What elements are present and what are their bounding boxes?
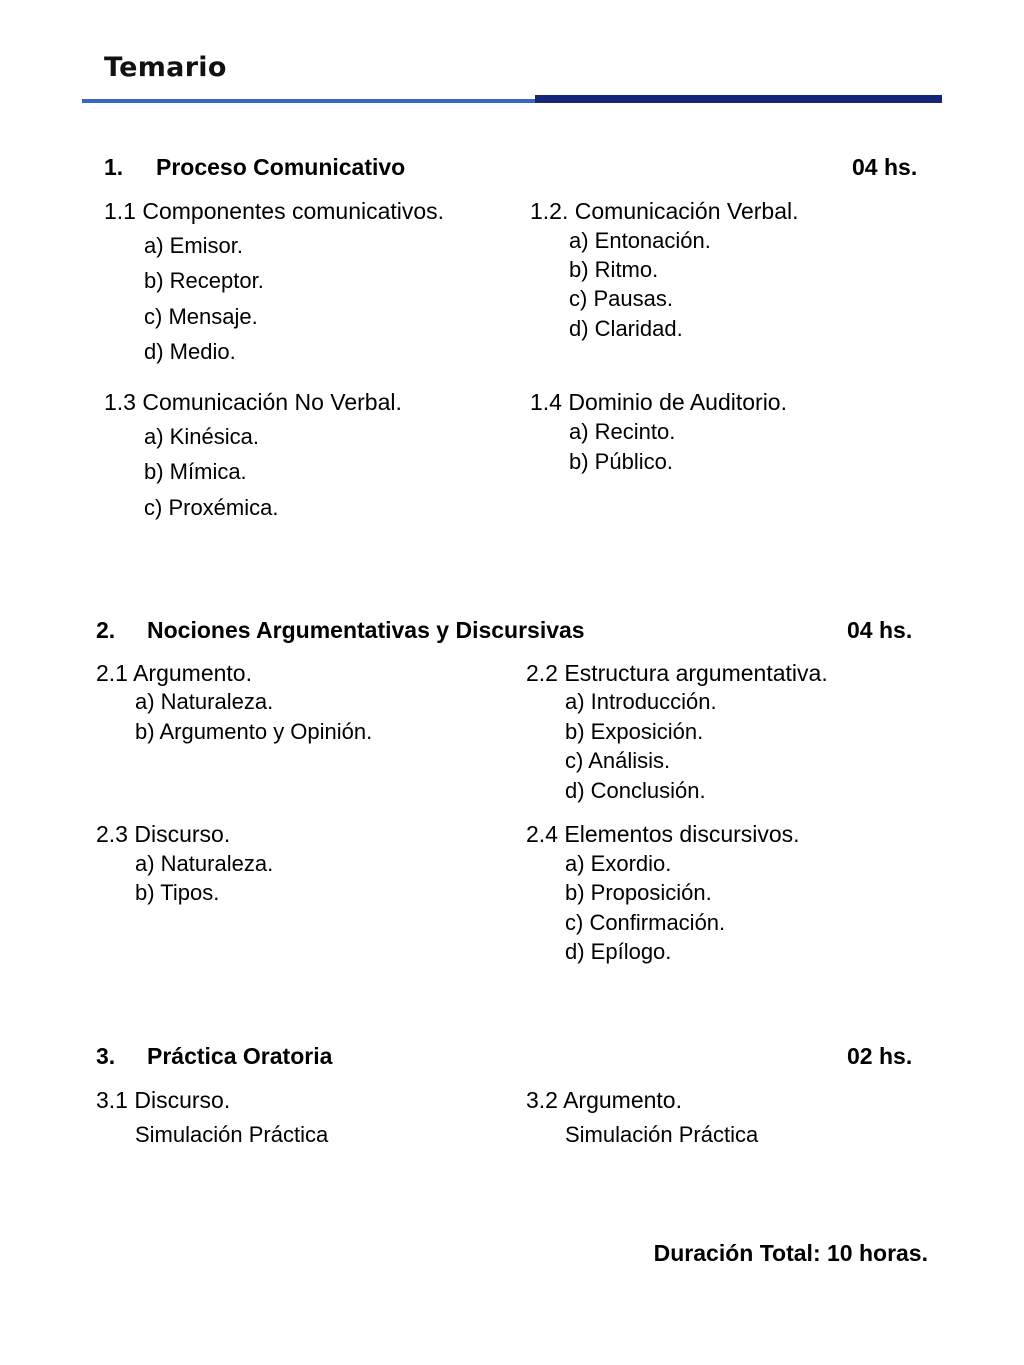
subsection-heading: 3.2 Argumento. [526, 1087, 682, 1113]
subsection-heading: 2.3 Discurso. [96, 821, 231, 847]
list-item: a) Emisor. [144, 233, 244, 258]
list-item: a) Naturaleza. [135, 689, 274, 714]
list-item: b) Exposición. [565, 719, 704, 744]
title-underline-accent [535, 95, 942, 103]
section-hours: 04 hs. [852, 154, 918, 180]
list-item: d) Claridad. [569, 316, 683, 341]
list-item: b) Ritmo. [569, 257, 659, 282]
list-item: b) Argumento y Opinión. [135, 719, 373, 744]
list-item: a) Kinésica. [144, 424, 259, 449]
list-item: a) Naturaleza. [135, 851, 274, 876]
section-number: 1. [104, 154, 124, 180]
list-item: c) Mensaje. [144, 304, 258, 329]
subsection-heading: 2.4 Elementos discursivos. [526, 821, 800, 847]
section-title: Proceso Comunicativo [156, 154, 406, 180]
list-item: d) Medio. [144, 339, 236, 364]
list-item: a) Entonación. [569, 228, 711, 253]
list-item: a) Recinto. [569, 419, 676, 444]
section-number: 2. [96, 617, 116, 643]
list-item: Simulación Práctica [135, 1122, 329, 1147]
subsection-heading: 1.2. Comunicación Verbal. [530, 198, 799, 224]
page-title: Temario [104, 52, 227, 83]
section-hours: 02 hs. [847, 1043, 913, 1069]
subsection-heading: 1.4 Dominio de Auditorio. [530, 389, 787, 415]
section-number: 3. [96, 1043, 116, 1069]
list-item: c) Confirmación. [565, 910, 726, 935]
list-item: b) Proposición. [565, 880, 712, 905]
list-item: b) Receptor. [144, 268, 264, 293]
subsection-heading: 2.1 Argumento. [96, 660, 252, 686]
list-item: d) Conclusión. [565, 778, 706, 803]
list-item: Simulación Práctica [565, 1122, 759, 1147]
list-item: c) Análisis. [565, 748, 671, 773]
subsection-heading: 2.2 Estructura argumentativa. [526, 660, 828, 686]
list-item: c) Proxémica. [144, 495, 279, 520]
subsection-heading: 3.1 Discurso. [96, 1087, 231, 1113]
total-duration: Duración Total: 10 horas. [653, 1240, 928, 1266]
section-title: Práctica Oratoria [147, 1043, 333, 1069]
subsection-heading: 1.1 Componentes comunicativos. [104, 198, 445, 224]
list-item: d) Epílogo. [565, 939, 672, 964]
list-item: b) Público. [569, 449, 673, 474]
list-item: b) Tipos. [135, 880, 220, 905]
subsection-heading: 1.3 Comunicación No Verbal. [104, 389, 402, 415]
section-title: Nociones Argumentativas y Discursivas [147, 617, 585, 643]
list-item: a) Introducción. [565, 689, 717, 714]
list-item: a) Exordio. [565, 851, 672, 876]
section-hours: 04 hs. [847, 617, 913, 643]
list-item: b) Mímica. [144, 459, 247, 484]
list-item: c) Pausas. [569, 286, 673, 311]
